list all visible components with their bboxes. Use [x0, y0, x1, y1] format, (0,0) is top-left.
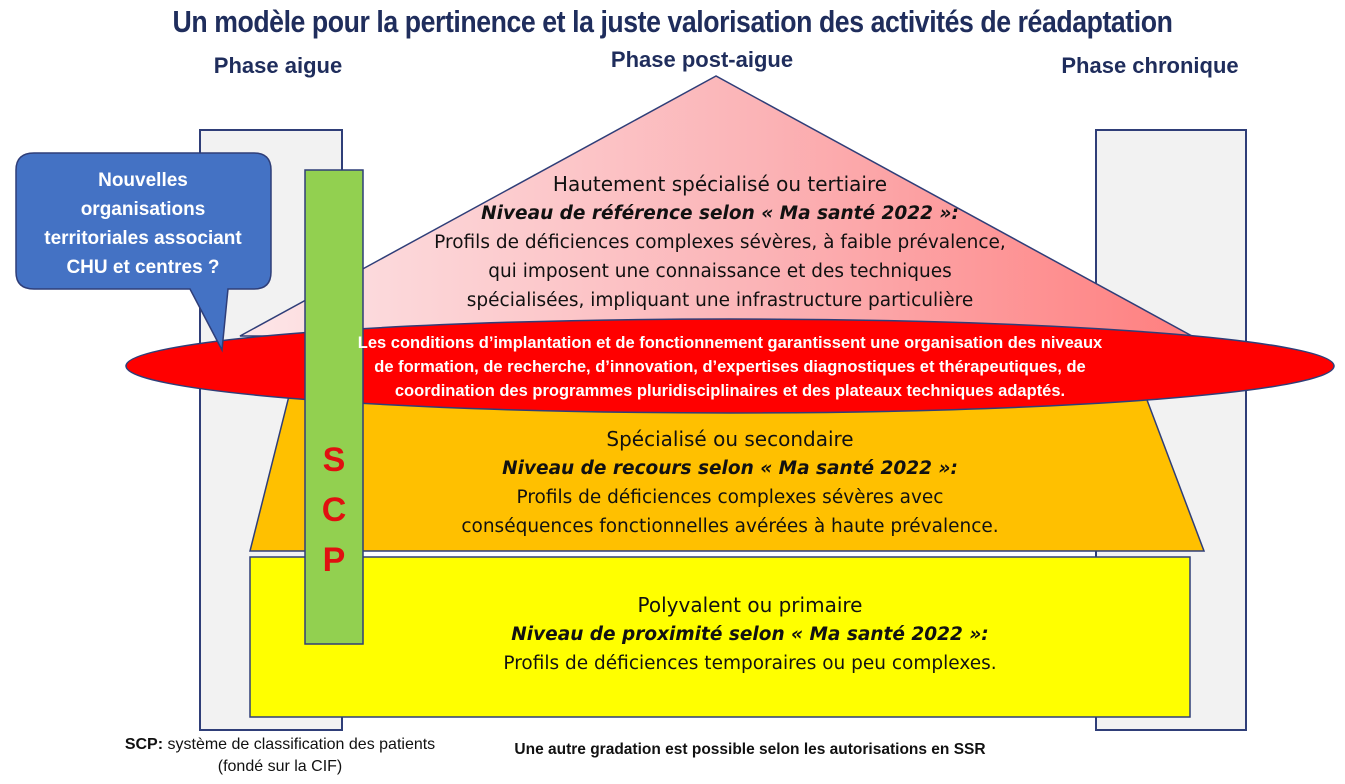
phase-chronic-label: Phase chronique [1061, 53, 1239, 78]
scp-definition-line-2: (fondé sur la CIF) [217, 758, 343, 775]
tier-secondary-desc-line: conséquences fonctionnelles avérées à haute prévalence. [461, 516, 999, 537]
scp-letter-c: C [321, 491, 347, 529]
scp-letter-p: P [322, 541, 346, 579]
tier-tertiary-desc-line: Profils de déficiences complexes sévères, à faible prévalence, [434, 232, 1006, 253]
tier-primary-name: Polyvalent ou primaire [637, 593, 863, 617]
footer-scp-definition [80, 734, 480, 778]
callout-text [18, 166, 268, 282]
ellipse-line: coordination des programmes pluridisciplinaires et des plateaux techniques adaptés. [394, 382, 1066, 400]
tier-secondary-level: Niveau de recours selon « Ma santé 2022 »: [502, 458, 958, 479]
tier-tertiary-desc-line: qui imposent une connaissance et des techniques [488, 261, 952, 282]
callout-line: Nouvelles [98, 170, 188, 191]
tier-tertiary-level: Niveau de référence selon « Ma santé 2022 »: [481, 203, 959, 224]
tier-secondary-name: Spécialisé ou secondaire [606, 427, 854, 451]
scp-abbr: SCP: [124, 736, 164, 753]
callout-line: territoriales associant [44, 228, 242, 249]
tier-secondary-desc-line: Profils de déficiences complexes sévères avec [516, 487, 944, 508]
phase-post-acute-label: Phase post-aigue [610, 47, 794, 72]
tier-tertiary-name: Hautement spécialisé ou tertiaire [552, 172, 888, 196]
tier-primary-desc-line: Profils de déficiences temporaires ou peu complexes. [503, 653, 997, 674]
scp-definition-line [80, 734, 480, 756]
tier-tertiary-desc-line: spécialisées, impliquant une infrastructure particulière [466, 290, 974, 311]
scp-letter-s: S [322, 441, 346, 479]
callout-line: CHU et centres ? [66, 257, 220, 278]
ellipse-line: Les conditions d’implantation et de fonctionnement garantissent une organisation des niveaux [357, 334, 1103, 352]
tier-primary [430, 591, 1070, 678]
tier-tertiary [400, 170, 1040, 315]
page-title: Un modèle pour la pertinence et la juste valorisation des activités de réadaptation [172, 4, 1173, 39]
scp-def: système de classification des patients [163, 736, 436, 753]
footer-note: Une autre gradation est possible selon les autorisations en SSR [514, 741, 986, 758]
tier-secondary [410, 425, 1050, 541]
ellipse-line: de formation, de recherche, d’innovation, d’expertises diagnostiques et thérapeutiques, de [374, 358, 1086, 376]
callout-line: organisations [80, 199, 206, 220]
tier-primary-level: Niveau de proximité selon « Ma santé 2022 »: [511, 624, 989, 645]
phase-acute-label: Phase aigue [213, 53, 343, 78]
ellipse-text [250, 331, 1210, 403]
